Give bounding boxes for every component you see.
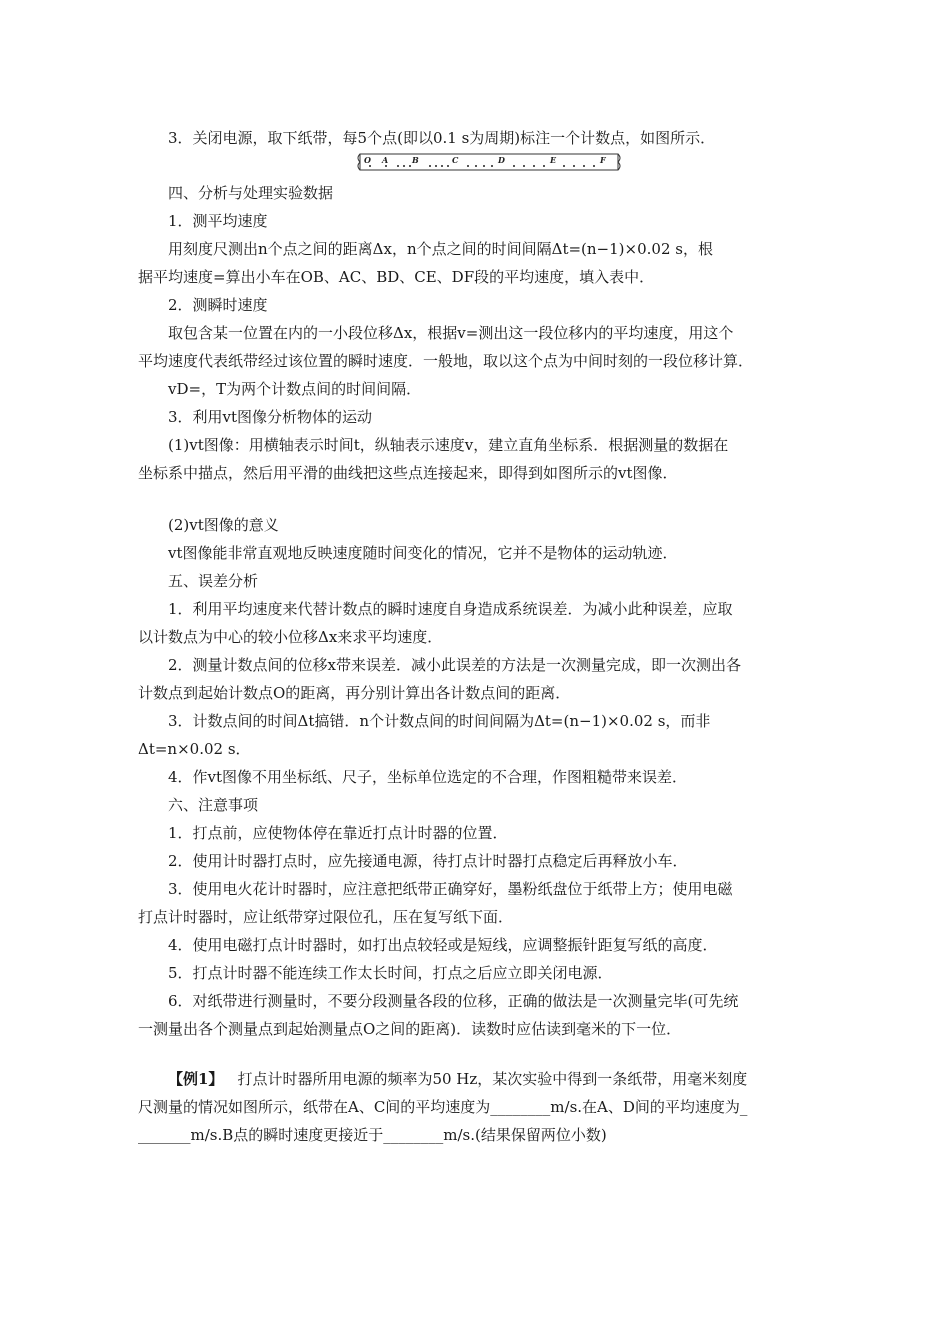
example-text: 打点计时器所用电源的频率为50 Hz，某次实验中得到一条纸带，用毫米刻度 [237,1070,748,1088]
text-line: 取包含某一位置在内的一小段位移Δx，根据v=测出这一段位移内的平均速度，用这个 [168,324,734,342]
subsection-heading: 1．测平均速度 [168,212,268,230]
text-line: 平均速度代表纸带经过该位置的瞬时速度．一般地，取以这个点为中间时刻的一段位移计算． [138,352,754,370]
text-line: 据平均速度=算出小车在OB、AC、BD、CE、DF段的平均速度，填入表中． [138,268,655,286]
tape-label-f: F [600,155,606,165]
subsection-heading: 2．测瞬时速度 [168,296,268,314]
tape-label-b: B [412,155,419,165]
text-line: 1．打点前，应使物体停在靠近打点计时器的位置． [168,824,508,842]
text-line: 2．测量计数点间的位移x带来误差．减小此误差的方法是一次测量完成，即一次测出各 [168,656,742,674]
text-line: 打点计时器时，应让纸带穿过限位孔，压在复写纸下面． [138,908,514,926]
section-heading: 六、注意事项 [168,796,259,814]
text-line: 计数点到起始计数点O的距离，再分别计算出各计数点间的距离． [138,684,571,702]
paper-tape-figure [356,152,622,172]
text-line: 4．作vt图像不用坐标纸、尺子，坐标单位选定的不合理，作图粗糙带来误差． [168,768,688,786]
text-line: Δt=n×0.02 s． [138,740,251,758]
example-line [168,1068,858,1090]
tape-label-c: C [452,155,459,165]
tape-label-o: O [364,155,371,165]
text-line: 1．利用平均速度来代替计数点的瞬时速度自身造成系统误差．为减小此种误差，应取 [168,600,733,618]
example-tag: 【例1】 [168,1070,224,1088]
text-line: 3．关闭电源，取下纸带，每5个点(即以0.1 s为周期)标注一个计数点，如图所示． [168,129,716,147]
text-line: 以计数点为中心的较小位移Δx来求平均速度． [138,628,443,646]
text-line: 5．打点计时器不能连续工作太长时间，打点之后应立即关闭电源． [168,964,613,982]
tape-label-e: E [550,155,557,165]
text-line: vt图像能非常直观地反映速度随时间变化的情况，它并不是物体的运动轨迹． [168,544,678,562]
text-line: 4．使用电磁打点计时器时，如打出点较轻或是短线，应调整振针距复写纸的高度． [168,936,718,954]
subsection-heading: 3．利用vt图像分析物体的运动 [168,408,373,426]
text-line: 坐标系中描点，然后用平滑的曲线把这些点连接起来，即得到如图所示的vt图像． [138,464,678,482]
text-line: 用刻度尺测出n个点之间的距离Δx，n个点之间的时间间隔Δt=(n−1)×0.02 s，根 [168,240,713,258]
text-line: 3．使用电火花计时器时，应注意把纸带正确穿好，墨粉纸盘位于纸带上方；使用电磁 [168,880,733,898]
text-line: 2．使用计时器打点时，应先接通电源，待打点计时器打点稳定后再释放小车． [168,852,688,870]
example-line: 尺测量的情况如图所示，纸带在A、C间的平均速度为________m/s.在A、D间的平均速度为_ [138,1098,748,1116]
example-line: _______m/s.B点的瞬时速度更接近于________m/s.(结果保留两位小数) [138,1126,607,1144]
text-line: 3．计数点间的时间Δt搞错．n个计数点间的时间间隔为Δt=(n−1)×0.02 s，而非 [168,712,711,730]
text-line: 6．对纸带进行测量时，不要分段测量各段的位移，正确的做法是一次测量完毕(可先统 [168,992,739,1010]
paper-tape-svg [356,152,622,172]
tape-label-d: D [498,155,505,165]
section-heading: 五、误差分析 [168,572,259,590]
subsection-heading: (2)vt图像的意义 [168,516,279,534]
tape-label-a: A [382,155,389,165]
text-line: (1)vt图像：用横轴表示时间t，纵轴表示速度v，建立直角坐标系．根据测量的数据在 [168,436,729,454]
text-line: vD=，T为两个计数点间的时间间隔． [168,380,422,398]
section-heading: 四、分析与处理实验数据 [168,184,334,202]
text-line: 一测量出各个测量点到起始测量点O之间的距离)．读数时应估读到毫米的下一位． [138,1020,682,1038]
